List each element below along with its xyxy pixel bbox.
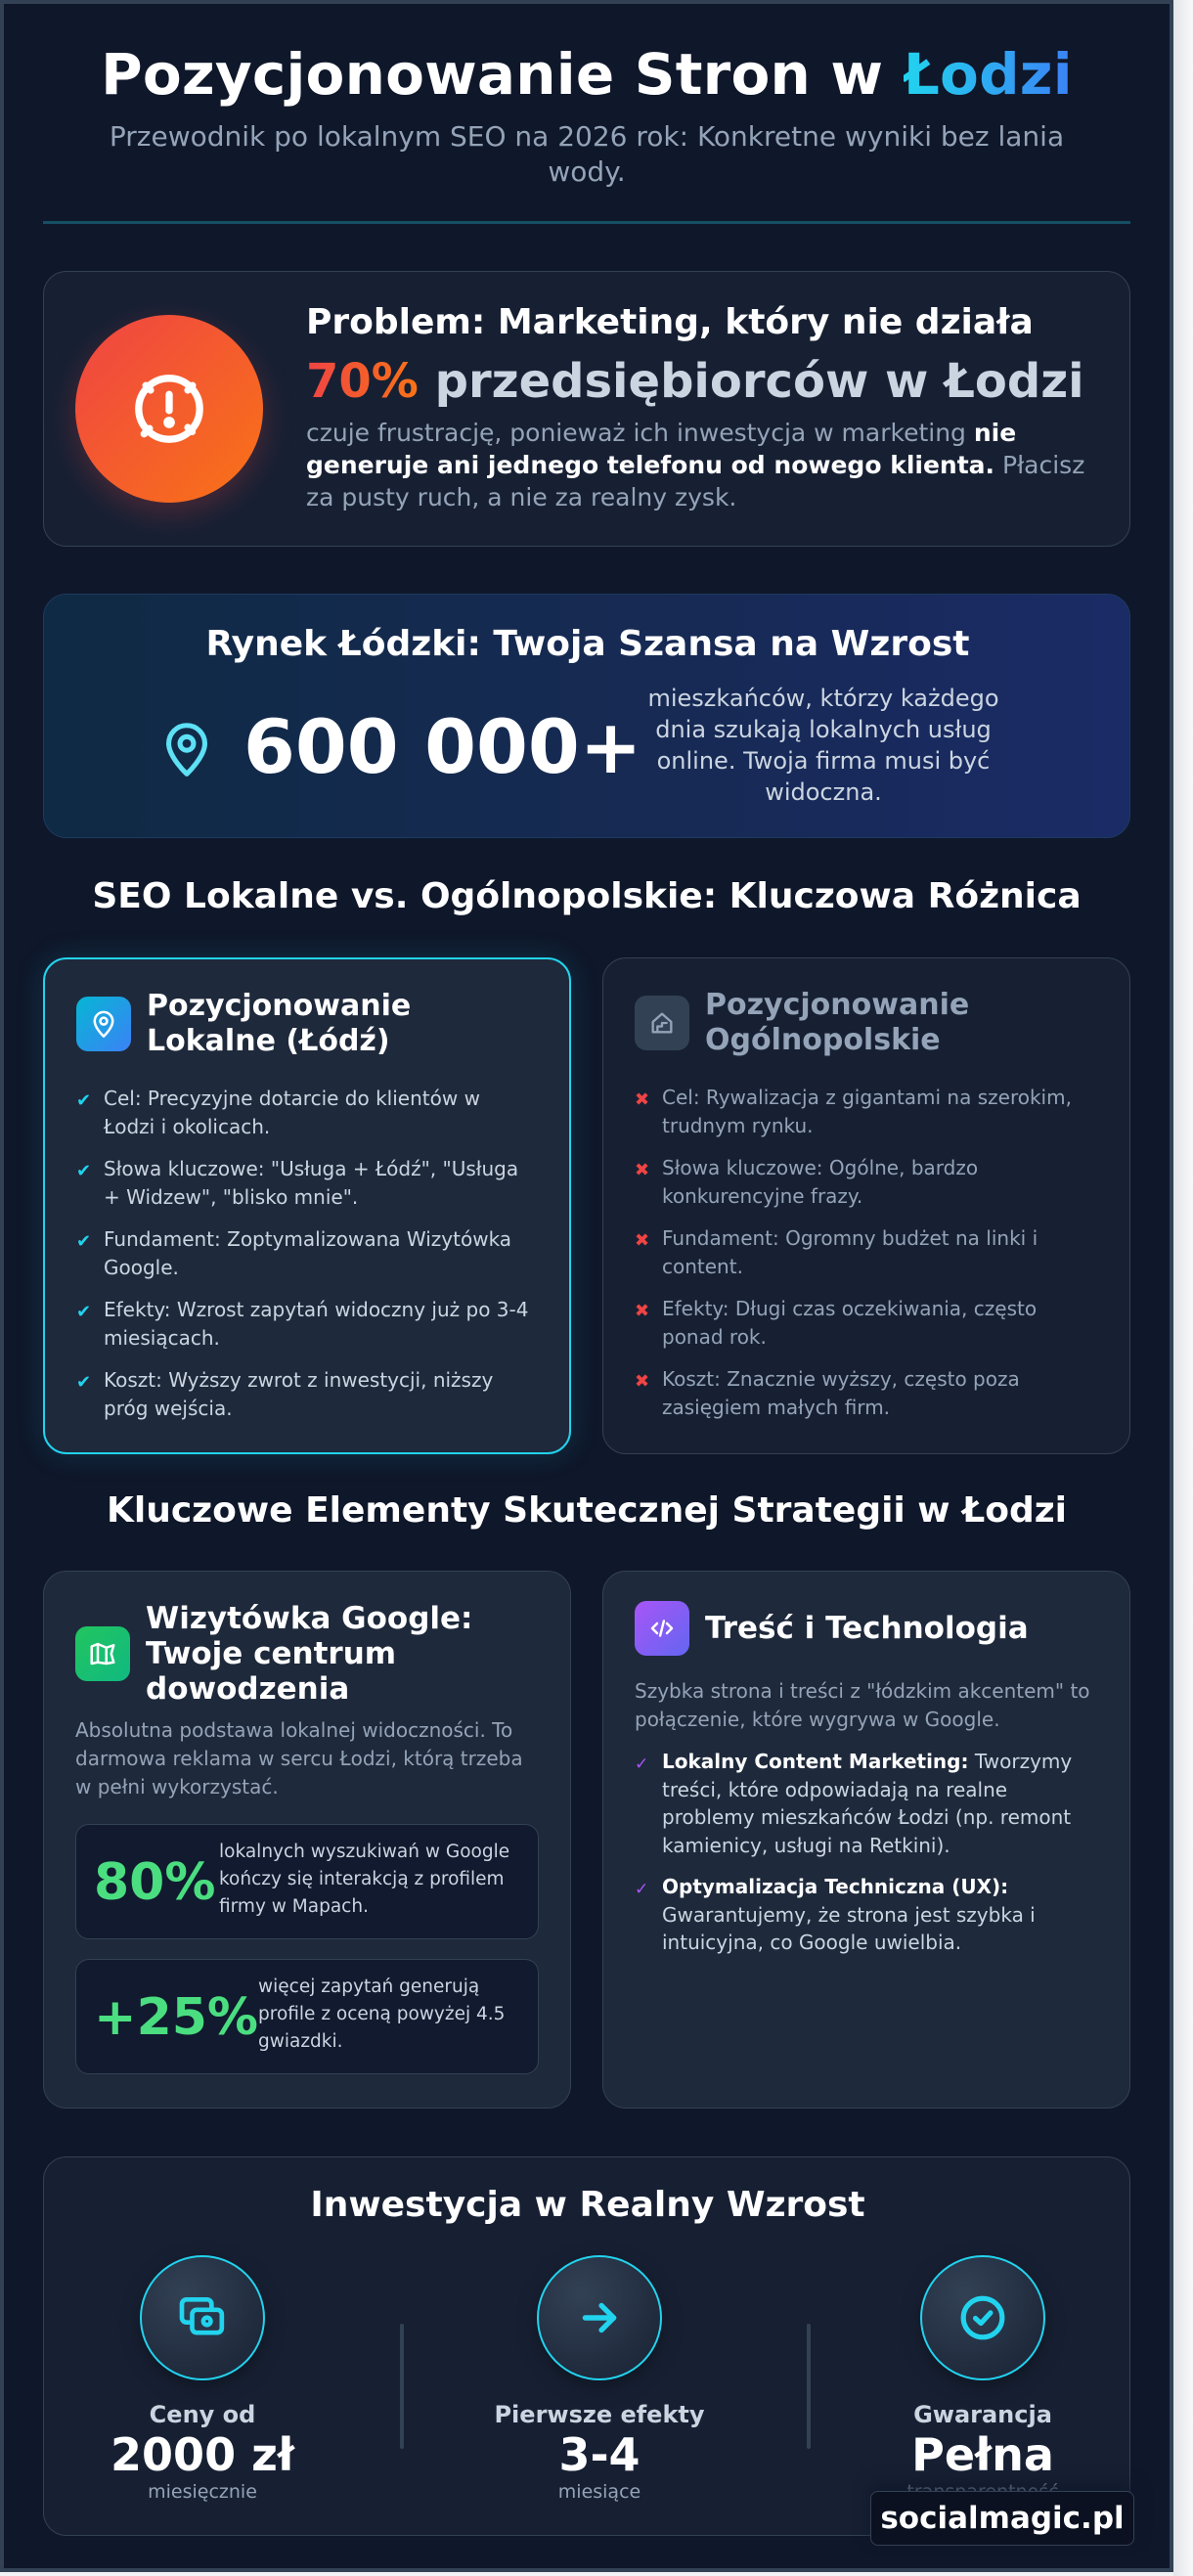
problem-title: Problem: Marketing, który nie działa [306,302,1034,342]
tech-card-header [635,1601,1029,1656]
problem-desc-bold: nie generuje ani jednego telefonu od nowego klienta. [306,419,1017,479]
general-feature-list [635,1084,1094,1436]
problem-stat [306,350,1108,413]
list-item [635,1084,1094,1140]
investment-value: Pełna [911,2428,1054,2481]
local-card-header [76,989,469,1059]
list-item [76,1366,536,1423]
market-card [43,594,1130,838]
comparison-heading: SEO Lokalne vs. Ogólnopolskie: Kluczowa Różnica [92,876,1082,916]
investment-card [43,2156,1130,2536]
list-item-body: Tworzymy treści, które odpowiadają na realne problemy mieszkańców Łodzi (np. remont kamienicy, usługi na Retkini). [662,1750,1073,1857]
results-icon-circle [537,2255,662,2380]
list-item [76,1155,536,1212]
list-item-text: Słowa kluczowe: Ogólne, bardzo konkurencyjne frazy. [662,1156,979,1208]
tech-card-title: Treść i Technologia [705,1611,1029,1646]
investment-title: Inwestycja w Realny Wzrost [310,2185,865,2225]
stat-value: +25% [94,1988,259,2047]
general-seo-card [602,957,1130,1454]
map-pin-icon [90,1009,117,1039]
google-profile-card [43,1571,571,2109]
header-divider [43,221,1130,224]
house-icon [648,1009,676,1037]
money-icon [175,2290,230,2345]
market-title: Rynek Łódzki: Twoja Szansa na Wzrost [205,624,970,664]
cross-icon: ✖ [635,1371,650,1392]
list-item-text: Cel: Precyzyjne dotarcie do klientów w Łodzi i okolicach. [104,1087,480,1138]
list-item-text: Koszt: Wyższy zwrot z inwestycji, niższy próg wejścia. [104,1368,494,1420]
title-main: Pozycjonowanie Stron w [101,41,904,108]
local-seo-card [43,957,571,1454]
check-icon: ✔ [76,1161,92,1181]
investment-unit: miesiące [557,2481,641,2503]
problem-stat-text: przedsiębiorców w Łodzi [418,354,1084,409]
check-icon: ✔ [76,1372,92,1393]
tech-card-description: Szybka strona i treści z "łódzkim akcentem" to połączenie, które wygrywa w Google. [635,1679,1090,1731]
separator [807,2324,811,2449]
investment-unit: miesięcznie [148,2481,257,2503]
problem-card [43,271,1130,547]
stat-text: lokalnych wyszukiwań w Google kończy się interakcją z profilem firmy w Mapach. [219,1842,510,1917]
list-item [635,1748,1094,1859]
problem-desc-end: Płacisz za pusty ruch, a nie za realny zysk. [306,451,1085,511]
check-circle-icon [955,2290,1010,2345]
list-item [76,1225,536,1282]
list-item-text: Fundament: Ogromny budżet na linki i content. [662,1226,1038,1278]
content-tech-card [602,1571,1130,2109]
list-item-text: Cel: Rywalizacja z gigantami na szerokim, trudnym rynku. [662,1086,1072,1137]
check-icon: ✔ [76,1090,92,1111]
problem-desc-start: czuje frustrację, ponieważ ich inwestycja w marketing [306,419,974,447]
local-card-title: Pozycjonowanie Lokalne (Łódź) [147,989,412,1058]
investment-label: Pierwsze efekty [494,2401,705,2428]
local-feature-list [76,1085,536,1437]
google-card-description: Absolutna podstawa lokalnej widoczności. To darmowa reklama w sercu Łodzi, którą trzeba w pełni wykorzystać. [75,1718,523,1799]
list-item [635,1154,1094,1211]
problem-text [306,299,1108,513]
list-item [635,1224,1094,1281]
general-card-header [635,988,1028,1058]
google-card-title: Wizytówka Google: Twoje centrum dowodzenia [146,1601,473,1707]
list-item [635,1295,1094,1352]
list-item-body: Gwarantujemy, że strona jest szybka i intuicyjna, co Google uwielbia. [662,1902,1036,1954]
investment-value: 3-4 [558,2428,641,2481]
arrow-right-icon [575,2293,624,2342]
list-item [76,1085,536,1141]
map-pin-icon [159,720,214,778]
market-description: mieszkańców, którzy każdego dnia szukają lokalnych usług online. Twoja firma musi być widoczna. [647,685,999,806]
general-icon-box [635,996,689,1050]
market-number: 600 000+ [243,703,642,790]
check-icon: ✔ [76,1302,92,1322]
general-card-title: Pozycjonowanie Ogólnopolskie [705,988,970,1057]
tech-icon-box [635,1601,689,1656]
check-icon: ✓ [635,1880,649,1899]
brand-badge[interactable]: socialmagic.pl [870,2491,1134,2546]
alert-clock-icon [126,366,212,452]
list-item [76,1296,536,1353]
list-item-bold: Lokalny Content Marketing: [662,1750,969,1773]
cross-icon: ✖ [635,1230,650,1251]
investment-label: Ceny od [149,2401,256,2428]
cross-icon: ✖ [635,1160,650,1180]
list-item-text: Koszt: Znacznie wyższy, często poza zasięgiem małych firm. [662,1367,1020,1419]
investment-value: 2000 zł [110,2428,294,2481]
problem-percent: 70% [306,354,419,409]
list-item-bold: Optymalizacja Techniczna (UX): [662,1875,1009,1898]
problem-icon-circle [75,315,263,503]
stat-value: 80% [94,1853,216,1912]
check-icon: ✓ [635,1754,649,1774]
page-subtitle: Przewodnik po lokalnym SEO na 2026 rok: Konkretne wyniki bez lania wody. [109,120,1065,188]
page-title [43,41,1130,108]
check-icon: ✔ [76,1231,92,1252]
tech-feature-list [635,1748,1094,1971]
guarantee-icon-circle [920,2255,1045,2380]
stat-text: więcej zapytań generują profile z oceną powyżej 4.5 gwiazdki. [258,1976,506,2052]
local-icon-box [76,997,131,1051]
list-item-text: Fundament: Zoptymalizowana Wizytówka Google. [104,1227,512,1279]
map-icon [88,1639,117,1668]
price-icon-circle [140,2255,265,2380]
elements-heading: Kluczowe Elementy Skutecznej Strategii w Łodzi [106,1490,1068,1531]
list-item-text [662,1748,1094,1859]
investment-item-price [56,2255,349,2504]
list-item-text: Efekty: Długi czas oczekiwania, często ponad rok. [662,1297,1038,1349]
stat-box [75,1824,539,1939]
title-accent: Łodzi [903,41,1073,108]
google-icon-box [75,1626,130,1681]
list-item [635,1873,1094,1957]
google-card-header [75,1601,498,1707]
separator [400,2324,404,2449]
list-item [635,1365,1094,1422]
problem-description [306,417,1108,513]
market-row [44,683,1131,820]
cross-icon: ✖ [635,1089,650,1110]
investment-item-guarantee [836,2255,1129,2504]
list-item-text: Efekty: Wzrost zapytań widoczny już po 3-4 miesiącach. [104,1298,529,1350]
list-item-text [662,1873,1094,1957]
stat-box [75,1959,539,2074]
code-icon [647,1614,677,1643]
investment-label: Gwarancja [913,2401,1052,2428]
page-edge [1173,0,1193,2576]
investment-item-results [453,2255,746,2504]
cross-icon: ✖ [635,1301,650,1321]
list-item-text: Słowa kluczowe: "Usługa + Łódź", "Usługa + Widzew", "blisko mnie". [104,1157,519,1209]
